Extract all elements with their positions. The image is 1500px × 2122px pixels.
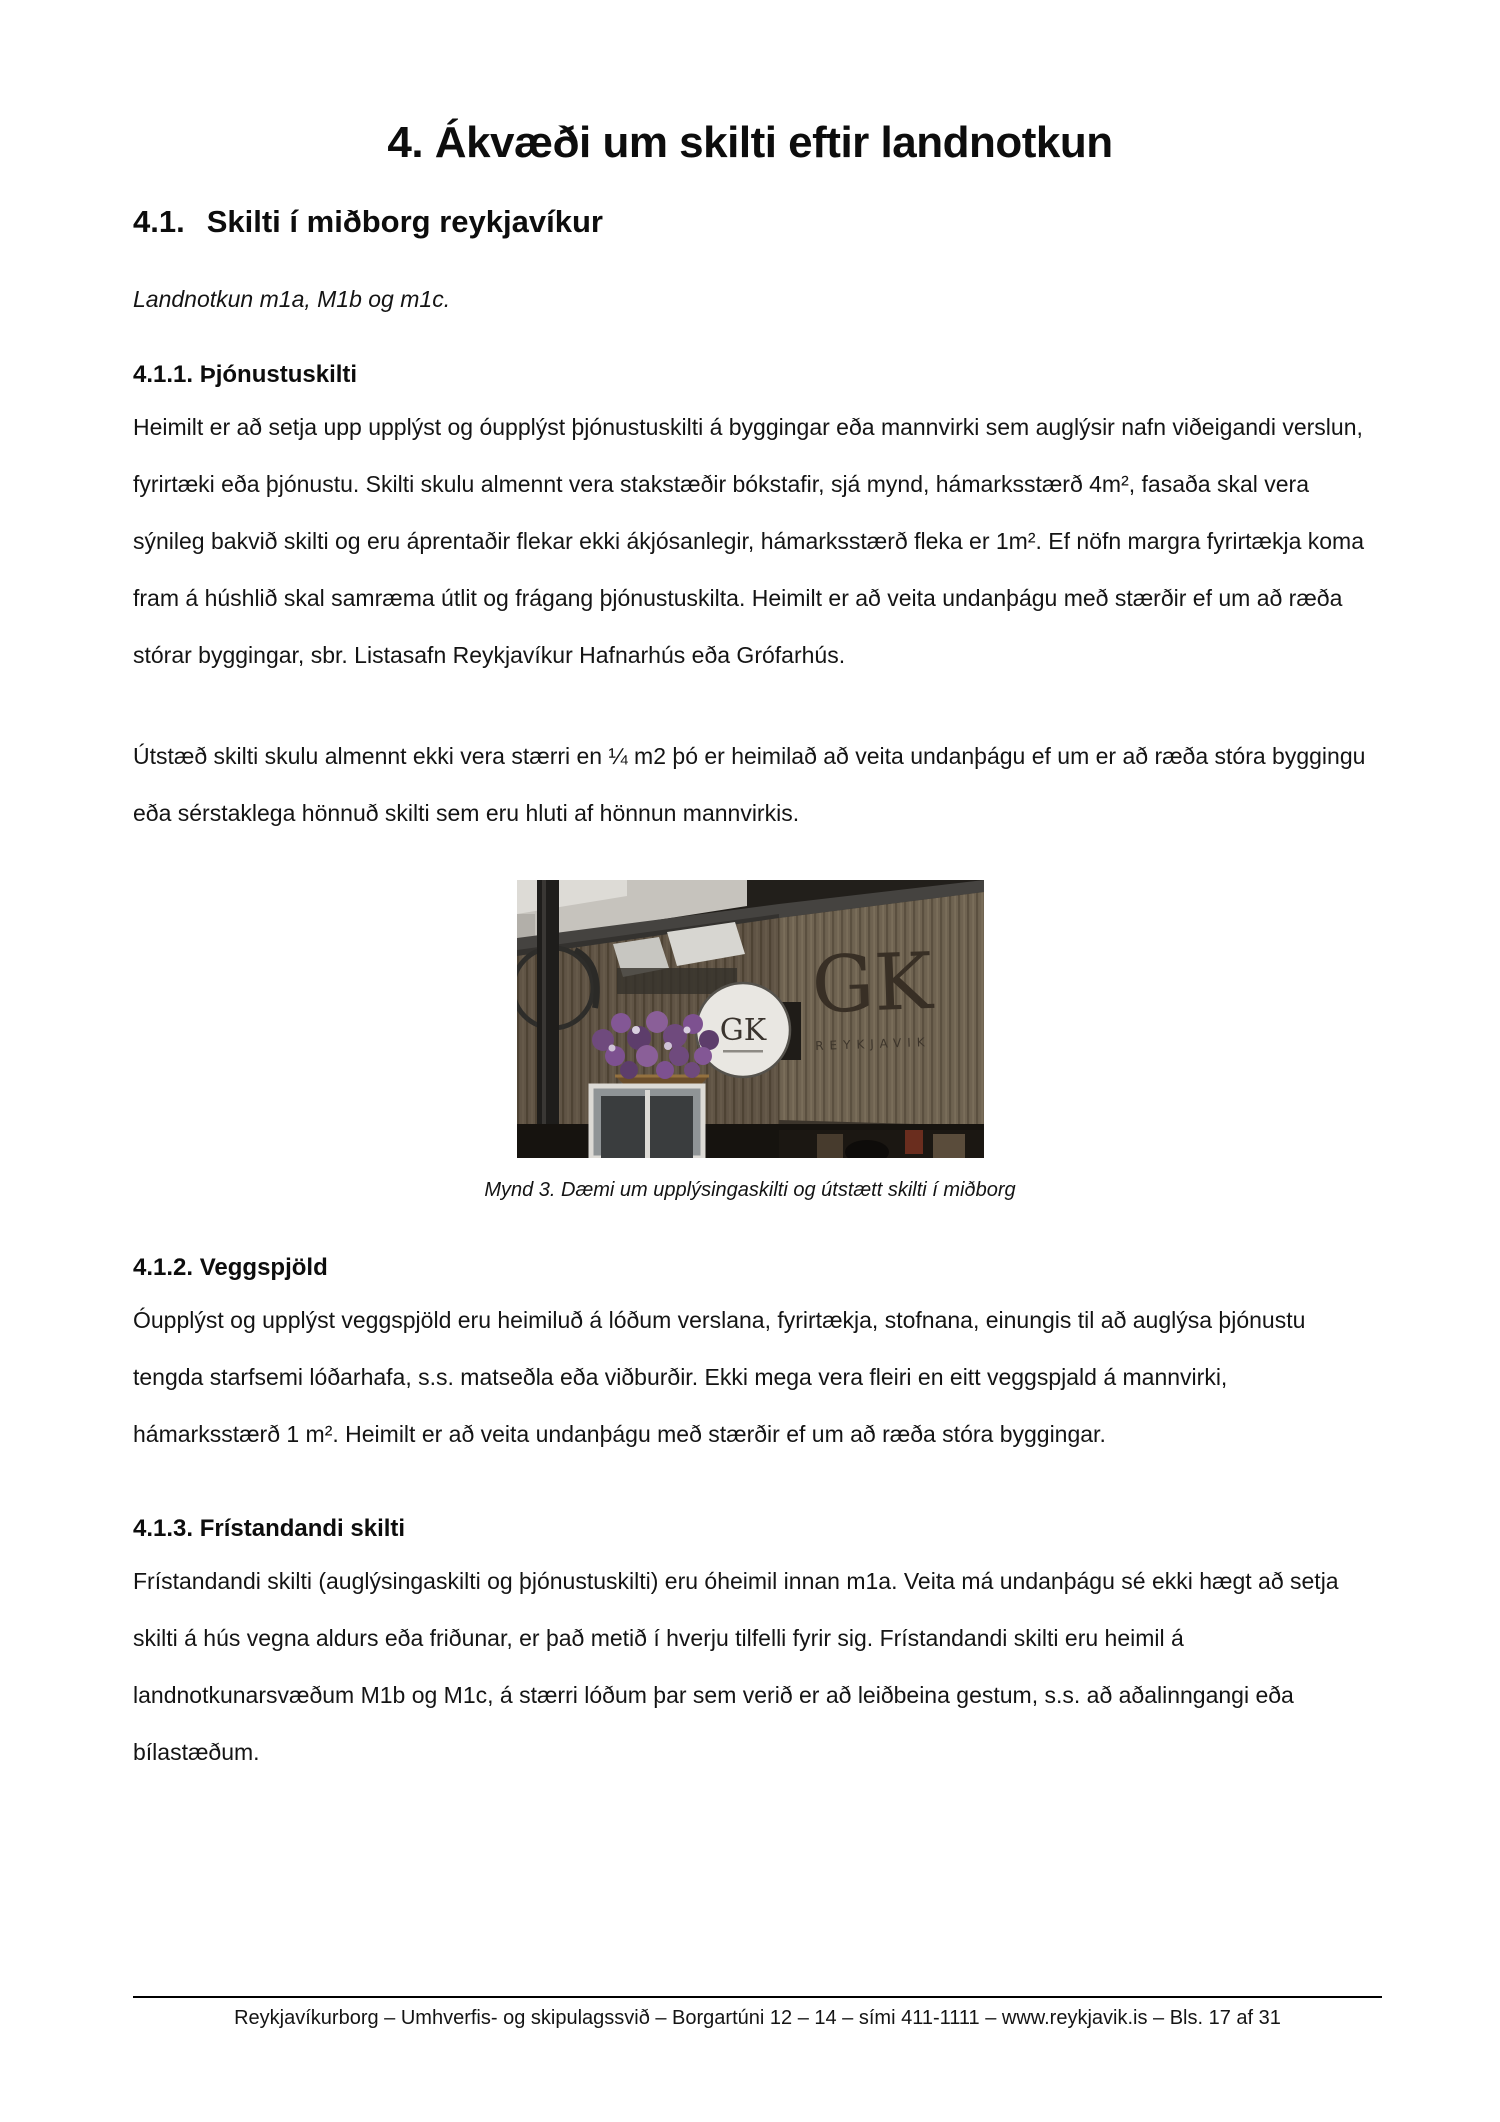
gk-wall-text: GK [809,936,934,1032]
document-content [133,118,1367,1781]
body-paragraph: Óupplýst og upplýst veggspjöld eru heimiluð á lóðum verslana, fyrirtækja, stofnana, einungis til að auglýsa þjónustu tengda starfsemi lóðarhafa, s.s. matseðla eða viðburðir. Ekki mega vera fleiri en eitt veggspjald á mannvirki, hámarksstærð 1 m². Heimilt er að veita undanþágu með stærðir ef um að ræða stóra byggingar. [133,1307,1306,1447]
subsection-412-heading: 4.1.2. Veggspjöld [133,1254,328,1281]
section-title: Skilti í miðborg reykjavíkur [206,204,603,239]
section-number: 4.1. [133,204,185,239]
storefront-photo-svg [517,880,984,1158]
landuse-note: Landnotkun m1a, M1b og m1c. [133,286,451,312]
reykjavik-wall-text: REYKJAVIK [814,1034,931,1054]
figure-photo [133,880,1367,1202]
storefront-photo [517,880,984,1158]
body-paragraph: Heimilt er að setja upp upplýst og óupplýst þjónustuskilti á byggingar eða mannvirki sem auglýsir nafn viðeigandi verslun, fyrirtæki eða þjónustu. Skilti skulu almennt vera stakstæðir bókstafir, sjá mynd, hámarksstærð 4m², fasaða skal vera sýnileg bakvið skilti og eru áprentaðir flekar ekki ákjósanlegir, hámarksstærð fleka er 1m². Ef nöfn margra fyrirtækja koma fram á húshlið skal samræma útlit og frágang þjónustuskilta. Heimilt er að veita undanþágu með stærðir ef um að ræða stórar byggingar, sbr. Listasafn Reykjavíkur Hafnarhús eða Grófarhús. [133,414,1364,668]
footer-text: Reykjavíkurborg – Umhverfis- og skipulagssvið – Borgartúni 12 – 14 – sími 411-1111 – www.reykjavik.is – Bls. 17 af 31 [234,2007,1281,2029]
subsection-411-heading: 4.1.1. Þjónustuskilti [133,361,358,388]
subsection-413-heading: 4.1.3. Frístandandi skilti [133,1515,406,1542]
body-paragraph: Frístandandi skilti (auglýsingaskilti og þjónustuskilti) eru óheimil innan m1a. Veita má undanþágu sé ekki hægt að setja skilti á hús vegna aldurs eða friðunar, er það metið í hverju tilfelli fyrir sig. Frístandandi skilti eru heimil á landnotkunarsvæðum M1b og M1c, á stærri lóðum þar sem verið er að leiðbeina gestum, s.s. að aðalinngangi eða bílastæðum. [133,1568,1339,1765]
figure-caption: Mynd 3. Dæmi um upplýsingaskilti og útstætt skilti í miðborg [484,1179,1016,1201]
section-41-heading [133,204,1367,240]
round-sign-text: GK [719,1013,766,1048]
body-paragraph: Útstæð skilti skulu almennt ekki vera stærri en ¼ m2 þó er heimilað að veita undanþágu ef um er að ræða stóra byggingu eða sérstaklega hönnuð skilti sem eru hluti af hönnun mannvirkis. [133,743,1366,826]
page-title: 4. Ákvæði um skilti eftir landnotkun [387,118,1113,167]
page-footer [133,1996,1382,2030]
